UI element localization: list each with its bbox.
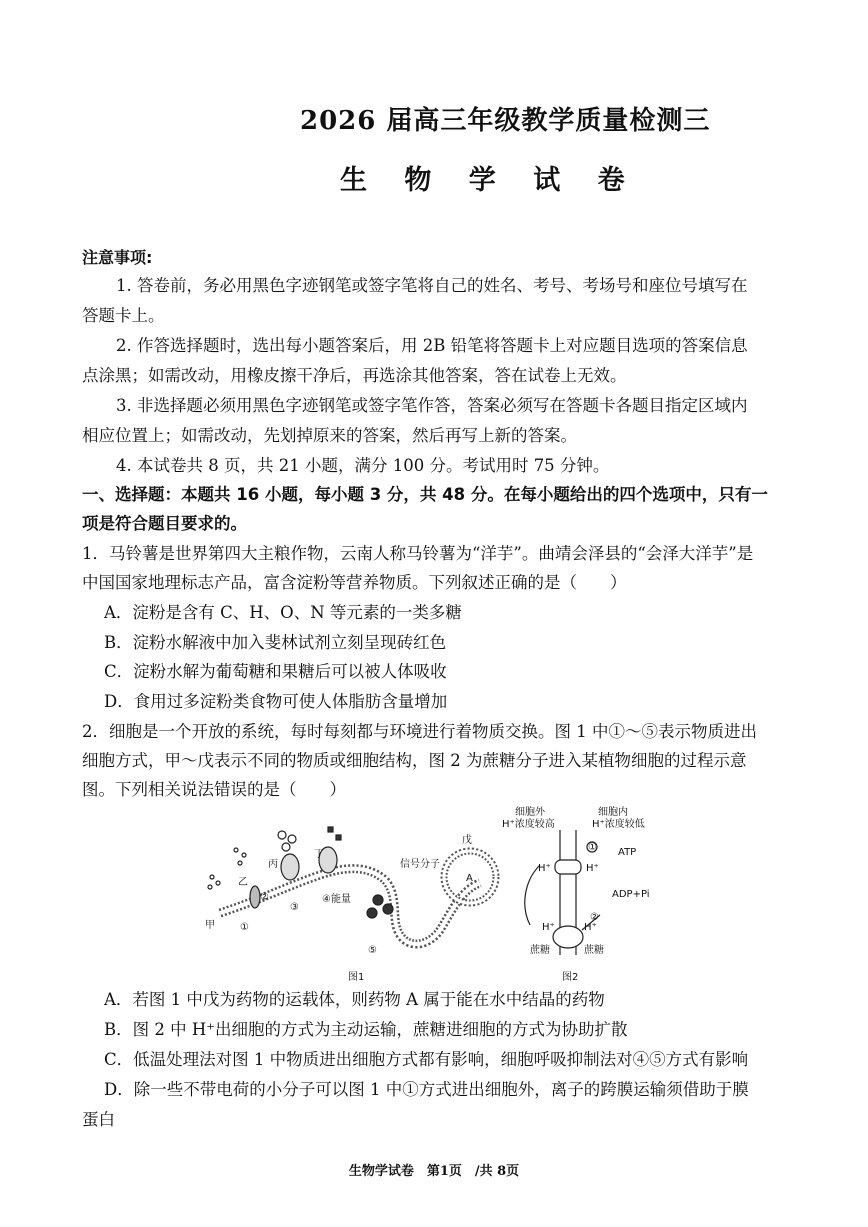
label-h-left: H⁺ (538, 863, 551, 874)
note-line: 1. 答卷前，务必用黑色字迹钢笔或签字笔将自己的姓名、考号、考场号和座位号填写在 (116, 276, 748, 295)
label-h-right: H⁺ (586, 863, 599, 874)
exam-title: 2026 届高三年级教学质量检测三 (300, 106, 711, 136)
label-yi: 乙 (238, 877, 248, 888)
label-outside: 细胞外 (515, 807, 545, 818)
label-h-low: H⁺ (542, 922, 555, 933)
notes-heading: 注意事项: (82, 248, 153, 267)
q1-option-d: D．食用过多淀粉类食物可使人体脂肪含量增加 (104, 692, 448, 711)
label-h-low2: H⁺ (584, 922, 597, 933)
label-3: ③ (290, 902, 299, 913)
label-outside-conc: H⁺浓度较高 (502, 819, 555, 830)
label-atp: ATP (618, 847, 637, 858)
label-f2-2: ② (590, 912, 599, 923)
label-sucrose-left: 蔗糖 (530, 945, 550, 956)
q2-option-c: C．低温处理法对图 1 中物质进出细胞方式都有影响，细胞呼吸抑制法对④⑤方式有影响 (104, 1050, 749, 1069)
label-adp: ADP+Pi (612, 889, 650, 900)
question-2-stem: 细胞方式，甲～戊表示不同的物质或细胞结构，图 2 为蔗糖分子进入某植物细胞的过程示意 (82, 751, 747, 770)
q2-option-a: A．若图 1 中戊为药物的运载体，则药物 A 属于能在水中结晶的药物 (104, 990, 605, 1009)
subject-title: 生 物 学 试 卷 (340, 165, 639, 196)
q2-option-d: D．除一些不带电荷的小分子可以图 1 中①方式进出细胞外，离子的跨膜运输须借助于膜 (104, 1080, 749, 1099)
label-ding: 丁 (314, 849, 324, 860)
label-1: ① (240, 922, 249, 933)
label-5: ⑤ (368, 945, 377, 956)
note-line: 点涂黑；如需改动，用橡皮擦干净后，再选涂其他答案，答在试卷上无效。 (82, 366, 627, 385)
figure-1 (208, 827, 496, 944)
label-inside: 细胞内 (598, 807, 628, 818)
question-2-stem: 图。下列相关说法错误的是（ ） (82, 780, 346, 799)
label-wu: 戊 (462, 835, 472, 846)
label-2: ② (260, 892, 269, 903)
question-1-stem: 中国国家地理标志产品，富含淀粉等营养物质。下列叙述正确的是（ ） (82, 573, 627, 592)
note-line: 相应位置上；如需改动，先划掉原来的答案，然后再写上新的答案。 (82, 426, 577, 445)
q2-option-b: B．图 2 中 H⁺出细胞的方式为主动运输，蔗糖进细胞的方式为协助扩散 (104, 1020, 628, 1039)
note-line: 4. 本试卷共 8 页，共 21 小题，满分 100 分。考试用时 75 分钟。 (116, 456, 610, 475)
q1-option-a: A．淀粉是含有 C、H、O、N 等元素的一类多糖 (104, 603, 462, 622)
note-line: 3. 非选择题必须用黑色字迹钢笔或签字笔作答，答案必须写在答题卡各题目指定区域内 (116, 396, 748, 415)
label-signal: 信号分子 (400, 859, 440, 870)
section-heading-cont: 项是符合题目要求的。 (82, 514, 247, 533)
q1-option-b: B．淀粉水解液中加入斐林试剂立刻呈现砖红色 (104, 633, 447, 652)
question-1-stem: 1．马铃薯是世界第四大主粮作物，云南人称马铃薯为“洋芋”。曲靖会泽县的“会泽大洋芋”是 (82, 544, 754, 563)
q1-option-c: C．淀粉水解为葡萄糖和果糖后可以被人体吸收 (104, 662, 447, 681)
section-heading: 一、选择题：本题共 16 小题，每小题 3 分，共 48 分。在每小题给出的四个选项中，只有一 (82, 485, 768, 504)
figure-2-caption: 图2 (562, 972, 579, 983)
note-line: 2. 作答选择题时，选出每小题答案后，用 2B 铅笔将答题卡上对应题目选项的答案信息 (116, 336, 748, 355)
label-energy: ④能量 (322, 894, 351, 905)
label-f2-1: ① (588, 842, 597, 853)
label-drug-a: A (466, 873, 473, 884)
label-inside-conc: H⁺浓度较低 (592, 819, 645, 830)
page-footer: 生物学试卷 第1页 /共 8页 (348, 1164, 520, 1179)
label-bing: 丙 (268, 859, 278, 870)
question-2-stem: 2．细胞是一个开放的系统，每时每刻都与环境进行着物质交换。图 1 中①～⑤表示物质进出 (82, 722, 757, 741)
label-jia: 甲 (205, 920, 215, 931)
membrane-transport-figure (200, 805, 660, 985)
figure-1-caption: 图1 (348, 972, 365, 983)
q2-option-d-cont: 蛋白 (82, 1110, 115, 1129)
note-line: 答题卡上。 (82, 306, 165, 325)
label-sucrose-right: 蔗糖 (584, 945, 604, 956)
